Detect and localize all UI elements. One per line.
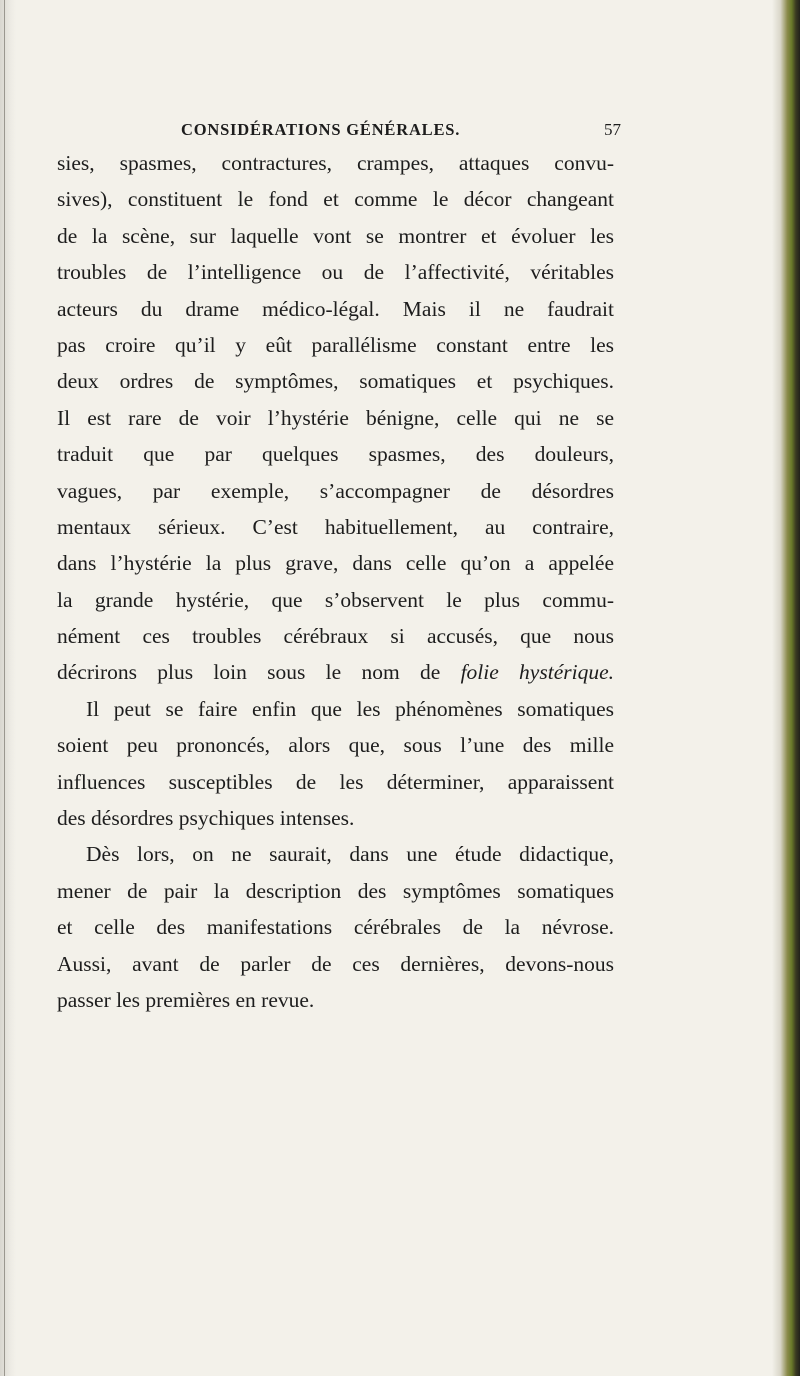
text-line: influences susceptibles de les déterminer, apparaissent: [57, 769, 614, 794]
page-gutter-shadow: [0, 0, 16, 1376]
italic-term: folie hystérique.: [460, 660, 614, 685]
page-header: [181, 120, 621, 144]
text-line: pas croire qu’il y eût parallélisme constant entre les: [57, 332, 614, 357]
text-line: sives), constituent le fond et comme le décor changeant: [57, 187, 614, 212]
text-line: acteurs du drame médico-légal. Mais il ne faudrait: [57, 296, 614, 321]
book-fore-edge: [772, 0, 800, 1376]
text-line: mentaux sérieux. C’est habituellement, au contraire,: [57, 514, 614, 539]
text-line: passer les premières en revue.: [57, 987, 315, 1012]
text-line: vagues, par exemple, s’accompagner de désordres: [57, 478, 614, 503]
text-line: Il peut se faire enfin que les phénomènes somatiques: [86, 696, 614, 721]
page-number: 57: [604, 120, 621, 139]
body-text: [57, 145, 614, 1018]
text-line-with-italic: [57, 654, 614, 690]
page-left-edge: [4, 0, 5, 1376]
text-line: la grande hystérie, que s’observent le plus commu-: [57, 587, 614, 612]
text-line: Aussi, avant de parler de ces dernières, devons-nous: [57, 951, 614, 976]
text-line: Il est rare de voir l’hystérie bénigne, celle qui ne se: [57, 405, 614, 430]
text-segment: décrirons plus loin sous le nom de: [57, 660, 441, 685]
text-line: deux ordres de symptômes, somatiques et psychiques.: [57, 369, 614, 394]
text-line: des désordres psychiques intenses.: [57, 806, 355, 831]
running-head: CONSIDÉRATIONS GÉNÉRALES.: [181, 120, 461, 139]
text-line: traduit que par quelques spasmes, des douleurs,: [57, 442, 614, 467]
text-line: dans l’hystérie la plus grave, dans celle qu’on a appelée: [57, 551, 614, 576]
text-line: et celle des manifestations cérébrales de la névrose.: [57, 915, 614, 940]
text-line: Dès lors, on ne saurait, dans une étude didactique,: [86, 842, 614, 867]
text-line: mener de pair la description des symptômes somatiques: [57, 878, 614, 903]
text-line: sies, spasmes, contractures, crampes, attaques convu-: [57, 151, 614, 175]
text-line: nément ces troubles cérébraux si accusés, que nous: [57, 624, 614, 649]
text-line: troubles de l’intelligence ou de l’affectivité, véritables: [57, 260, 614, 285]
text-line: de la scène, sur laquelle vont se montrer et évoluer les: [57, 223, 614, 248]
text-line: soient peu prononcés, alors que, sous l’une des mille: [57, 733, 614, 758]
